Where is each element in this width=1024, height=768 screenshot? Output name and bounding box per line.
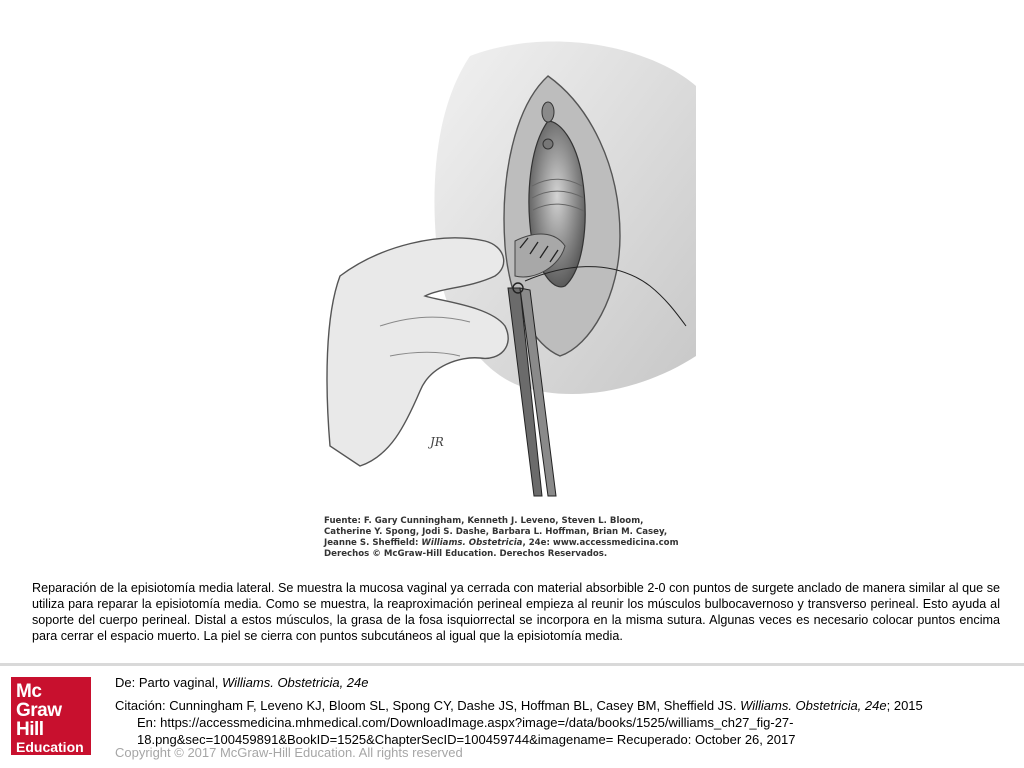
figure-caption: Reparación de la episiotomía media lateral. Se muestra la mucosa vaginal ya cerrada con material absorbible 2-0 con puntos de surgete anclado de manera similar al que se utiliza para reparar la episiotomía media. Como se muestra, la reaproximación perineal empieza al reunir los músculos bulbocavernoso y transverso perineal. Esto ayuda al soporte del cuerpo perineal. Distal a estos músculos, la grasa de la fosa isquiorrectal se incorpora en la misma sutura. Algunas veces es necesario colocar puntos encima para cerrar el espacio muerto. La piel se cierra con puntos subcutáneos al igual que la episiotomía media. xyxy=(32,581,1000,643)
figure-credit xyxy=(324,516,692,560)
medical-illustration xyxy=(320,26,696,566)
citation-url: En: https://accessmedicina.mhmedical.com/DownloadImage.aspx?image=/data/books/1525/williams_ch27_fig-27- 18.png&sec=100459891&BookID=1525&ChapterSecID=100459744&imagename= Recuperado: October 26, 2017 xyxy=(137,715,796,747)
credit-line-4: Derechos © McGraw-Hill Education. Derechos Reservados. xyxy=(324,549,608,559)
artist-initials: JR xyxy=(430,435,444,449)
credit-line-1: Fuente: F. Gary Cunningham, Kenneth J. Leveno, Steven L. Bloom, xyxy=(324,516,644,526)
source-reference: De: Parto vaginal, Williams. Obstetricia, 24e xyxy=(115,675,369,690)
citation-book-title: Williams. Obstetricia, 24e xyxy=(740,698,887,713)
credit-line-2: Catherine Y. Spong, Jodi S. Dashe, Barbara L. Hoffman, Brian M. Casey, xyxy=(324,527,668,537)
citation: Citación: Cunningham F, Leveno KJ, Bloom SL, Spong CY, Dashe JS, Hoffman BL, Casey BM, Sheffield JS. Williams. Obstetricia, 24e; 2015 En: https://accessmedicina.mhmedical.com/DownloadImage.aspx?image=/data/books/1525/williams_ch27_fig-27- 18.png&sec=100459891&BookID=1525&ChapterSecID=100459744&imagename= Recuperado: October 26, 2017 xyxy=(115,697,1005,748)
credit-book-title: Williams. Obstetricia xyxy=(421,538,523,548)
copyright-notice: Copyright © 2017 McGraw-Hill Education. All rights reserved xyxy=(115,745,463,760)
source-book-title: Williams. Obstetricia, 24e xyxy=(221,675,369,690)
credit-line-3: Jeanne S. Sheffield: Williams. Obstetricia, 24e: www.accessmedicina.com xyxy=(324,538,679,548)
episiotomy-repair-drawing xyxy=(320,26,696,516)
divider xyxy=(0,663,1024,666)
mcgraw-hill-logo: Mc Graw Hill Education xyxy=(11,677,91,755)
